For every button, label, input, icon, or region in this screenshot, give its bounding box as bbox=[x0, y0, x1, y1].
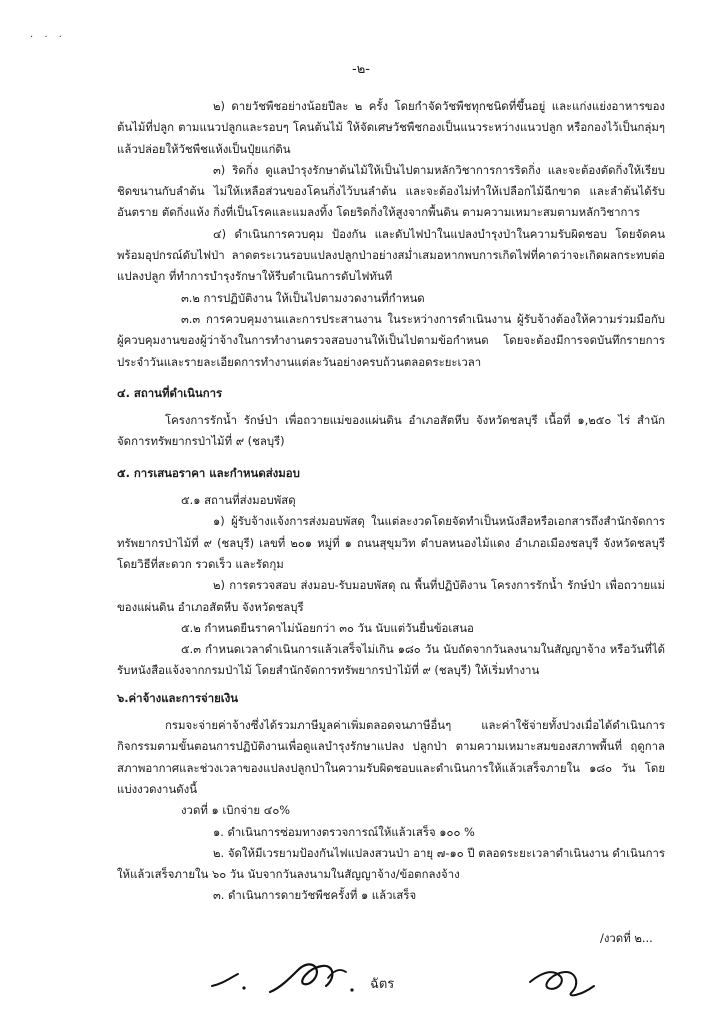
paragraph-item-1: ๑. ดำเนินการซ่อมทางตรวจการณ์ให้แล้วเสร็จ ๑๐๐ % bbox=[213, 824, 475, 839]
paragraph-3-3: ๓.๓ การควบคุมงานและการประสานงาน ในระหว่างการดำเนินงาน ผู้รับจ้างต้องให้ความร่วมมือกับผู้ควบคุมงานของผู้ว่าจ้างในการทำงานตรวจสอบงานให้เป็นไปตามข้อกำหนด โดยจะต้องมีการจดบันทึกรายการประจำวันและรายละเอียดการทำงานแต่ละวันอย่างครบถ้วนตลอดระยะเวลา bbox=[117, 311, 665, 369]
heading-section-5: ๕. การเสนอราคา และกำหนดส่งมอบ bbox=[117, 465, 300, 480]
svg-text:ฉัตร: ฉัตร bbox=[370, 977, 395, 992]
paragraph-installment-1: งวดที่ ๑ เบิกจ่าย ๔๐% bbox=[181, 803, 291, 818]
document-body bbox=[117, 96, 665, 907]
paragraph-weeding: ๒) ดายวัชพืชอย่างน้อยปีละ ๒ ครั้ง โดยกำจัดวัชพืชทุกชนิดที่ขึ้นอยู่ และแก่งแย่งอาหารของต้นไม้ที่ปลูก ตามแนวปลูกและรอบๆ โคนต้นไม้ ให้จัดเศษวัชพืชกองเป็นแนวระหว่างแนวปลูก หรือกองไว้เป็นกลุ่มๆ แล้วปล่อยให้วัชพืชแห้งเป็นปุ๋ยแก่ดิน bbox=[117, 99, 665, 156]
page-number: -๒- bbox=[352, 62, 370, 77]
paragraph-5-3: ๕.๓ กำหนดเวลาดำเนินการแล้วเสร็จไม่เกิน ๑๘๐ วัน นับถัดจากวันลงนามในสัญญาจ้าง หรือวันที่ได้รับหนังสือแจ้งจากกรมป่าไม้ โดยสำนักจัดการทรัพยากรป่าไม้ที่ ๙ (ชลบุรี) ให้เริ่มทำงาน bbox=[117, 642, 665, 678]
paragraph-item-2: ๒. จัดให้มีเวรยามป้องกันไฟแปลงสวนป่า อายุ ๗-๑๐ ปี ตลอดระยะเวลาดำเนินงาน ดำเนินการให้แล้วเสร็จภายใน ๖๐ วัน นับจากวันลงนามในสัญญาจ้าง/ข้อตกลงจ้าง bbox=[117, 845, 665, 882]
paragraph-pruning: ๓) ริดกิ่ง ดูแลบำรุงรักษาต้นไม้ให้เป็นไปตามหลักวิชาการการริดกิ่ง และจะต้องตัดกิ่งให้เรียบชิดขนานกับลำต้น ไม่ให้เหลือส่วนของโคนกิ่งไว้บนลำต้น และจะต้องไม่ทำให้เปลือกไม้ฉีกขาด และลำต้นได้รับอันตราย ตัดกิ่งแห้ง กิ่งที่เป็นโรคและแมลงทิ้ง โดยริดกิ่งให้สูงจากพื้นดิน ตามความเหมาะสมตามหลักวิชาการ bbox=[117, 162, 665, 220]
heading-section-6: ๖.ค่าจ้างและการจ่ายเงิน bbox=[117, 690, 239, 705]
continuation-note: /งวดที่ ๒... bbox=[600, 931, 653, 945]
paragraph-fire-control: ๔) ดำเนินการควบคุม ป้องกัน และดับไฟป่าในแปลงบำรุงป่าในความรับผิดชอบ โดยจัดคนพร้อมอุปกรณ์ดับไฟป่า ลาดตระเวนรอบแปลงปลูกป่าอย่างสม่ำเสมอหากพบการเกิดไฟที่คาดว่าจะเกิดผลกระทบต่อแปลงปลูก ที่ทำการบำรุงรักษาให้รีบดำเนินการดับไฟทันที bbox=[117, 226, 665, 284]
paragraph-3-2: ๓.๒ การปฏิบัติงาน ให้เป็นไปตามงวดงานที่กำหนด bbox=[181, 290, 425, 305]
handwritten-signatures bbox=[200, 948, 620, 1004]
paragraph-5-1: ๕.๑ สถานที่ส่งมอบพัสดุ bbox=[181, 493, 296, 508]
scan-specks: · · · bbox=[30, 32, 66, 43]
paragraph-delivery-notice: ๑) ผู้รับจ้างแจ้งการส่งมอบพัสดุ ในแต่ละงวดโดยจัดทำเป็นหนังสือหรือเอกสารถึงสำนักจัดการทรัพยากรป่าไม้ที่ ๙ (ชลบุรี) เลขที่ ๒๐๑ หมู่ที่ ๑ ถนนสุขุมวิท ตำบลหนองไม้แดง อำเภอเมืองชลบุรี จังหวัดชลบุรี โดยวิธีที่สะดวก รวดเร็ว และรัดกุม bbox=[117, 514, 665, 571]
paragraph-payment: กรมจะจ่ายค่าจ้างซึ่งได้รวมภาษีมูลค่าเพิ่มตลอดจนภาษีอื่นๆ และค่าใช้จ่ายทั้งปวงเมื่อได้ดำเนินการกิจกรรมตามขั้นตอนการปฏิบัติงานเพื่อดูแลบำรุงรักษาแปลง ปลูกป่า ตามความเหมาะสมของสภาพพื้นที่ ฤดูกาล สภาพอากาศและช่วงเวลาของแปลงปลูกป่าในความรับผิดชอบและดำเนินการให้แล้วเสร็จภายใน ๑๘๐ วัน โดยแบ่งงวดงานดังนี้ bbox=[117, 718, 665, 796]
paragraph-5-2: ๕.๒ กำหนดยืนราคาไม่น้อยกว่า ๓๐ วัน นับแต่วันยื่นข้อเสนอ bbox=[181, 620, 474, 635]
heading-section-4: ๔. สถานที่ดำเนินการ bbox=[117, 385, 223, 400]
paragraph-location: โครงการรักน้ำ รักษ์ป่า เพื่อถวายแม่ของแผ่นดิน อำเภอสัตหีบ จังหวัดชลบุรี เนื้อที่ ๑,๒๕๐ ไร่ สำนักจัดการทรัพยากรป่าไม้ที่ ๙ (ชลบุรี) bbox=[117, 413, 665, 449]
paragraph-item-3: ๓. ดำเนินการดายวัชพืชครั้งที่ ๑ แล้วเสร็จ bbox=[213, 888, 417, 903]
paragraph-delivery-inspection: ๒) การตรวจสอบ ส่งมอบ-รับมอบพัสดุ ณ พื้นที่ปฏิบัติงาน โครงการรักน้ำ รักษ์ป่า เพื่อถวายแม่ของแผ่นดิน อำเภอสัตหีบ จังหวัดชลบุรี bbox=[117, 578, 665, 614]
